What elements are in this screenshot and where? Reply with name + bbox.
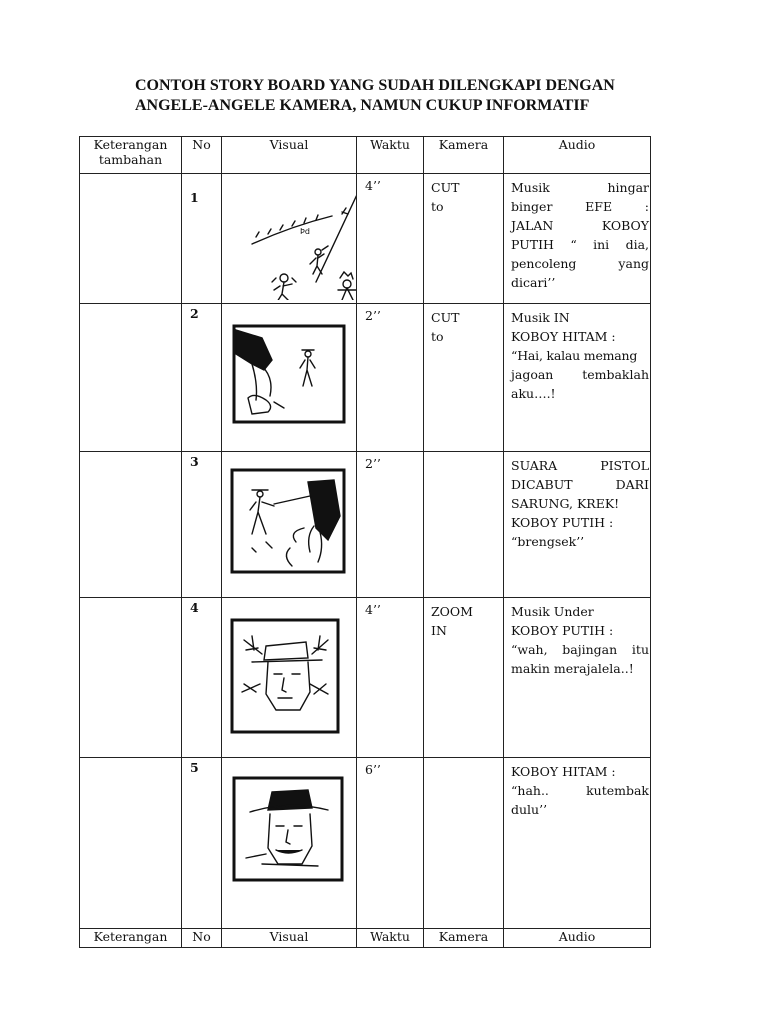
table-row [80,304,651,452]
footer-keterangan: Keterangan [80,929,182,948]
footer-waktu: Waktu [357,929,424,948]
audio-line: PUTIH “ ini dia, [511,237,649,252]
footer-no: No [182,929,222,948]
audio-line: aku….! [511,386,556,401]
no-cell [182,174,222,304]
header-waktu: Waktu [357,137,424,174]
header-row [80,137,651,174]
header-kamera: Kamera [424,137,504,174]
header-keterangan: Keterangan tambahan [80,137,182,174]
kamera-value [424,452,503,456]
keterangan-cell [80,304,182,452]
kamera-cell [424,598,504,758]
sketch-draw-pistol [222,452,356,594]
kamera-cell [424,304,504,452]
visual-cell [222,304,357,452]
table-row [80,758,651,929]
table-row [80,598,651,758]
scene-number: 4 [190,600,199,615]
waktu-cell [357,758,424,929]
audio-text [504,452,649,551]
document-title [135,76,695,116]
audio-text [504,598,649,678]
kamera-value: ZOOM IN [431,604,473,638]
waktu-cell [357,598,424,758]
footer-kamera: Kamera [424,929,504,948]
sketch-zoom-face [222,598,356,754]
title-line-1: CONTOH STORY BOARD YANG SUDAH DILENGKAPI DENGAN [135,77,615,94]
keterangan-cell [80,758,182,929]
audio-line: “brengsek’’ [511,534,585,549]
kamera-value: CUT to [431,310,460,344]
audio-cell [504,304,651,452]
header-visual: Visual [222,137,357,174]
audio-line: KOBOY HITAM : [511,329,616,344]
audio-line: Musik hingar [511,180,649,195]
visual-cell [222,758,357,929]
waktu-value: 4’’ [365,602,381,617]
audio-line: KOBOY HITAM : [511,764,616,779]
keterangan-cell [80,598,182,758]
waktu-value: 6’’ [365,762,381,777]
audio-text [504,758,649,819]
header-audio: Audio [504,137,651,174]
header-no: No [182,137,222,174]
sketch-hand-and-cowboy [222,304,356,448]
footer-audio: Audio [504,929,651,948]
scene-number: 1 [190,190,199,205]
audio-line: dicari’’ [511,275,556,290]
waktu-value: 2’’ [365,308,381,323]
audio-line: dulu’’ [511,802,548,817]
audio-line: KOBOY PUTIH : [511,623,614,638]
audio-line: binger EFE : [511,199,649,214]
sketch-cowboy-walking [222,174,356,300]
kamera-cell [424,452,504,598]
waktu-value: 4’’ [365,178,381,193]
kamera-cell [424,758,504,929]
waktu-value: 2’’ [365,456,381,471]
audio-line: SARUNG, KREK! [511,496,620,511]
scene-number: 2 [190,306,199,321]
waktu-cell [357,452,424,598]
audio-line: “wah, bajingan itu [511,642,649,657]
kamera-value [424,758,503,762]
kamera-value: CUT to [431,180,460,214]
audio-line: SUARA PISTOL [511,458,649,473]
audio-line: Musik IN [511,310,570,325]
audio-line: JALAN KOBOY [511,218,649,233]
sketch-closeup-black-cowboy [222,758,356,925]
audio-line: pencoleng yang [511,256,649,271]
table-row [80,174,651,304]
audio-text [504,304,649,403]
footer-visual: Visual [222,929,357,948]
footer-row [80,929,651,948]
keterangan-cell [80,452,182,598]
table-row [80,452,651,598]
sketch-label: Þd [300,227,310,236]
visual-cell [222,452,357,598]
audio-line: KOBOY PUTIH : [511,515,614,530]
waktu-cell [357,174,424,304]
audio-line: Musik Under [511,604,594,619]
storyboard-table [79,136,651,948]
audio-cell [504,174,651,304]
audio-text [504,174,649,292]
audio-cell [504,598,651,758]
audio-cell [504,452,651,598]
no-cell [182,452,222,598]
audio-line: jagoan tembaklah [511,367,649,382]
scene-number: 5 [190,760,199,775]
keterangan-cell [80,174,182,304]
title-line-2: ANGELE-ANGELE KAMERA, NAMUN CUKUP INFORMATIF [135,97,590,114]
audio-line: “hah.. kutembak [511,783,649,798]
audio-line: makin merajalela..! [511,661,634,676]
no-cell [182,598,222,758]
audio-line: “Hai, kalau memang [511,348,638,363]
scene-number: 3 [190,454,199,469]
no-cell [182,304,222,452]
audio-cell [504,758,651,929]
audio-line: DICABUT DARI [511,477,649,492]
no-cell [182,758,222,929]
visual-cell [222,174,357,304]
kamera-cell [424,174,504,304]
waktu-cell [357,304,424,452]
visual-cell [222,598,357,758]
